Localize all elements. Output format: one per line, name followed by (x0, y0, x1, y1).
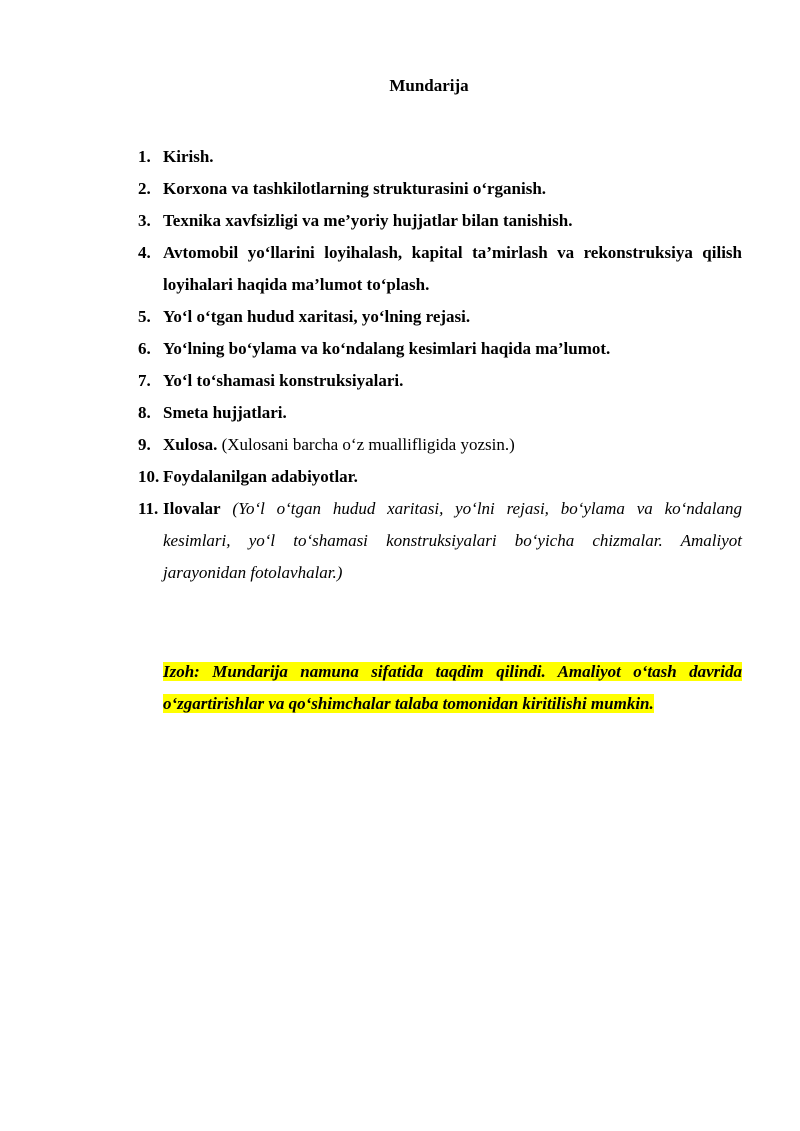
toc-item-number: 10. (138, 467, 160, 486)
toc-item-number: 7. (138, 371, 151, 390)
toc-item-number: 5. (138, 307, 151, 326)
toc-item-text: Kirish. (163, 147, 214, 166)
toc-item (138, 493, 742, 589)
toc-item-text: Smeta hujjatlari. (163, 403, 287, 422)
toc-item-note: (Yo‘l o‘tgan hudud xaritasi, yo‘lni rejasi, bo‘ylama va ko‘ndalang kesimlari, yo‘l to‘shamasi konstruksiyalari bo‘yicha chizmalar. Amaliyot jarayonidan fotolavhalar.) (163, 499, 742, 582)
toc-item-number: 6. (138, 339, 151, 358)
toc-item (138, 237, 742, 301)
toc-item-note: (Xulosani barcha o‘z muallifligida yozsin.) (217, 435, 515, 454)
toc-item-text: Foydalanilgan adabiyotlar. (163, 467, 358, 486)
toc-item-number: 3. (138, 211, 151, 230)
toc-item-number: 4. (138, 243, 151, 262)
toc-item-number: 1. (138, 147, 151, 166)
toc-item (138, 205, 742, 237)
toc-item (138, 429, 742, 461)
toc-item (138, 365, 742, 397)
toc-item-number: 11. (138, 499, 159, 518)
toc-item-text: Xulosa. (163, 435, 218, 454)
toc-item-text: Korxona va tashkilotlarning strukturasini o‘rganish. (163, 179, 547, 198)
toc-item-text: Ilovalar (163, 499, 221, 518)
page-title: Mundarija (389, 76, 469, 95)
table-of-contents (138, 141, 742, 589)
toc-item-text: Yo‘l o‘tgan hudud xaritasi, yo‘lning rejasi. (163, 307, 471, 326)
toc-item-number: 9. (138, 435, 151, 454)
toc-item (138, 333, 742, 365)
toc-item-text: Texnika xavfsizligi va me’yoriy hujjatlar bilan tanishish. (163, 211, 573, 230)
toc-item-number: 2. (138, 179, 151, 198)
toc-item-text: Yo‘lning bo‘ylama va ko‘ndalang kesimlari haqida ma’lumot. (163, 339, 611, 358)
highlighted-note (163, 656, 742, 720)
toc-item-text: Yo‘l to‘shamasi konstruksiyalari. (163, 371, 404, 390)
toc-item-number: 8. (138, 403, 151, 422)
toc-item (138, 301, 742, 333)
note-text: Izoh: Mundarija namuna sifatida taqdim qilindi. Amaliyot o‘tash davrida o‘zgartirishlar va qo‘shimchalar talaba tomonidan kiritilishi mumkin. (163, 662, 742, 713)
toc-item (138, 173, 742, 205)
toc-item-text: Avtomobil yo‘llarini loyihalash, kapital ta’mirlash va rekonstruksiya qilish loyihalari haqida ma’lumot to‘plash. (163, 243, 742, 294)
toc-item (138, 397, 742, 429)
toc-item (138, 141, 742, 173)
toc-item (138, 461, 742, 493)
